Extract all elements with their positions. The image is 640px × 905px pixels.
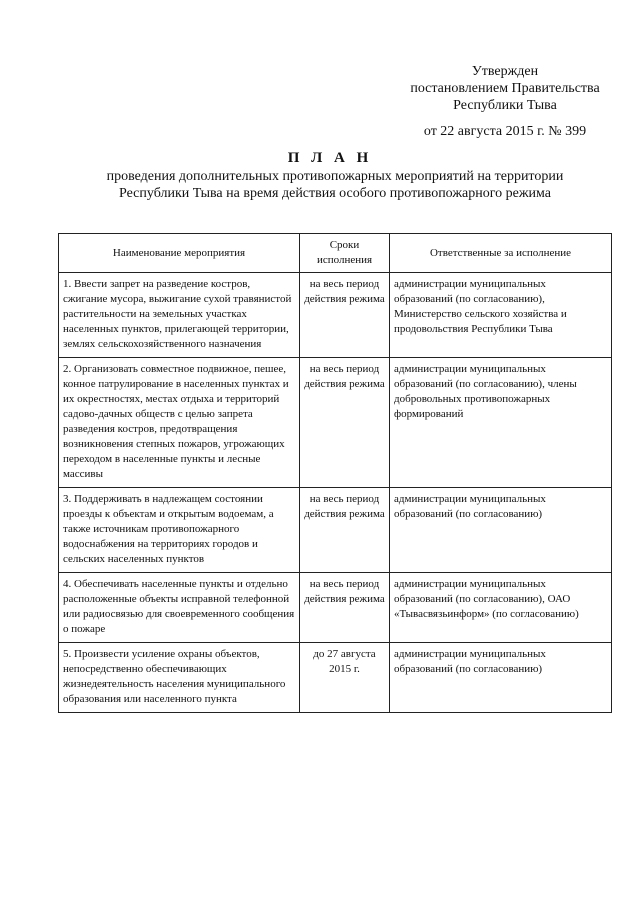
deadline-cell: на весь период действия режима [300,273,390,358]
table-row [59,273,612,358]
table-header-row [59,234,612,273]
action-cell: 2. Организовать совместное подвижное, пешее, конное патрулирование в населенных пунктах и их окрестностях, местах отдыха и территорий садово-дачных обществ с целью запрета разведения костров, предотвращения возникновения степных пожаров, угрожающих переходом в населенные пункты и лесные массивы [59,358,300,488]
responsible-cell: администрации муниципальных образований (по согласованию), члены добровольных противопожарных формирований [390,358,612,488]
action-cell: 5. Произвести усиление охраны объектов, непосредственно обеспечивающих жизнедеятельность населения муниципального образования или населенного пункта [59,643,300,713]
deadline-cell: на весь период действия режима [300,573,390,643]
action-cell: 3. Поддерживать в надлежащем состоянии проезды к объектам и открытым водоемам, а также источникам противопожарного водоснабжения на территориях городов и сельских населенных пунктов [59,488,300,573]
table-row [59,488,612,573]
deadline-cell: на весь период действия режима [300,488,390,573]
table-row [59,358,612,488]
responsible-cell: администрации муниципальных образований (по согласованию) [390,643,612,713]
deadline-cell: до 27 августа 2015 г. [300,643,390,713]
header-responsible: Ответственные за исполнение [390,234,612,273]
document-subtitle: проведения дополнительных противопожарных мероприятий на территории Республики Тыва на время действия особого противопожарного режима [106,169,564,201]
responsible-cell: администрации муниципальных образований (по согласованию), Министерство сельского хозяйства и продовольствия Республики Тыва [390,273,612,358]
approval-line-2: постановлением Правительства [410,81,600,96]
table-row [59,643,612,713]
deadline-cell: на весь период действия режима [300,358,390,488]
table-row [59,573,612,643]
document-title: П Л А Н [287,150,373,166]
plan-table [58,233,612,713]
approval-date: от 22 августа 2015 г. № 399 [423,124,587,139]
header-deadline: Сроки исполнения [300,234,390,273]
approval-line-1: Утвержден [471,64,539,79]
responsible-cell: администрации муниципальных образований (по согласованию), ОАО «Тывасвязьинформ» (по согласованию) [390,573,612,643]
responsible-cell: администрации муниципальных образований (по согласованию) [390,488,612,573]
approval-block [380,63,630,114]
action-cell: 1. Ввести запрет на разведение костров, сжигание мусора, выжигание сухой травянистой растительности на земельных участках населенных пунктов, прилегающей территории, землях сельскохозяйственного назначения [59,273,300,358]
approval-line-3: Республики Тыва [453,98,557,113]
action-cell: 4. Обеспечивать населенные пункты и отдельно расположенные объекты исправной телефонной или радиосвязью для своевременного сообщения о пожаре [59,573,300,643]
header-action: Наименование мероприятия [59,234,300,273]
